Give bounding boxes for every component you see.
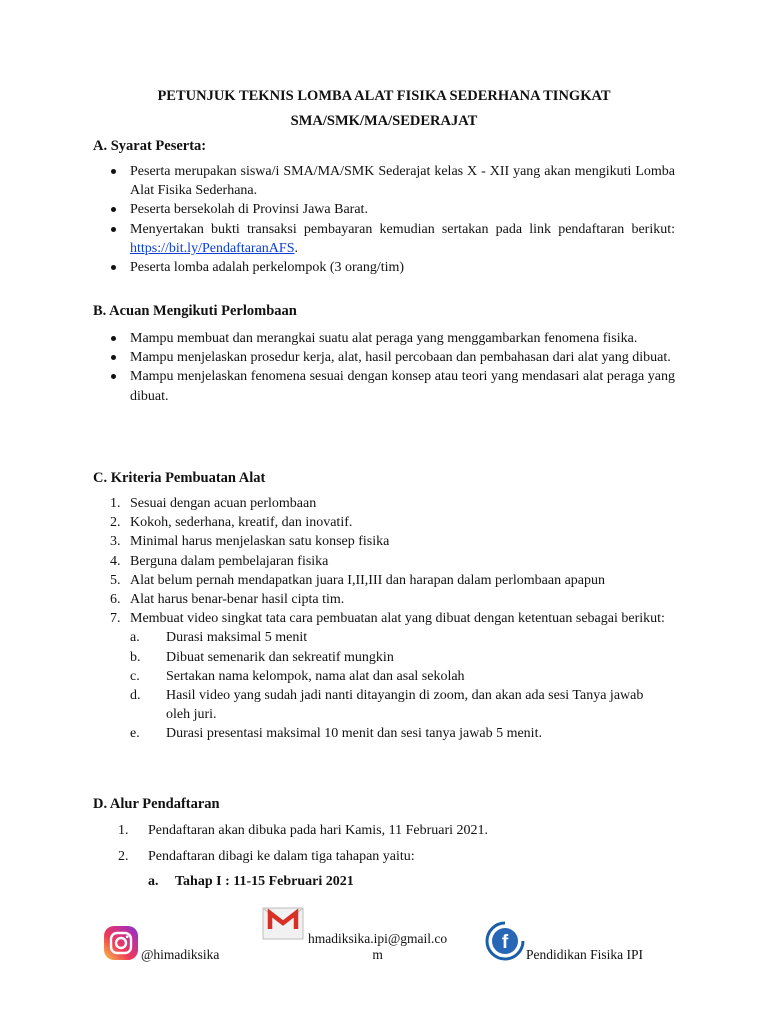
list-item: 7. Membuat video singkat tata cara pembuatan alat yang dibuat dengan ketentuan sebagai berikut: — [110, 611, 665, 627]
facebook-page: Pendidikan Fisika IPI — [526, 947, 643, 962]
list-item: 5. Alat belum pernah mendapatkan juara I,II,III dan harapan dalam perlombaan apapun — [110, 572, 606, 588]
list-item: a. Durasi maksimal 5 menit — [130, 630, 308, 646]
list-item: Peserta lomba adalah perkelompok (3 orang/tim) — [110, 258, 675, 277]
bullet-icon — [111, 374, 116, 379]
section-c-list — [110, 494, 675, 744]
page-title-line1: PETUNJUK TEKNIS LOMBA ALAT FISIKA SEDERHANA TINGKAT — [157, 88, 611, 104]
list-item: 2. Pendaftaran dibagi ke dalam tiga tahapan yaitu: — [118, 849, 415, 864]
list-item: e. Durasi presentasi maksimal 10 menit dan sesi tanya jawab 5 menit. — [130, 726, 542, 742]
stage-item: a. Tahap I : 11-15 Februari 2021 — [148, 874, 354, 889]
page-title-line2: SMA/SMK/MA/SEDERAJAT — [290, 113, 478, 129]
instagram-handle: @himadiksika — [141, 947, 220, 962]
list-item: 1. Sesuai dengan acuan perlombaan — [110, 496, 317, 511]
svg-text:f: f — [501, 932, 509, 953]
bullet-icon — [111, 207, 116, 212]
bullet-icon — [111, 265, 116, 270]
list-item: b. Dibuat semenarik dan sekreatif mungkin — [130, 649, 394, 665]
section-d-list — [118, 821, 678, 866]
list-item: 1. Pendaftaran akan dibuka pada hari Kamis, 11 Februari 2021. — [118, 823, 489, 838]
list-item: Peserta bersekolah di Provinsi Jawa Barat. — [110, 200, 675, 219]
list-item: 6. Alat harus benar-benar hasil cipta tim. — [110, 592, 345, 608]
bullet-icon — [111, 227, 116, 232]
registration-link[interactable]: https://bit.ly/PendaftaranAFS — [130, 240, 295, 256]
list-item: c. Sertakan nama kelompok, nama alat dan asal sekolah — [130, 668, 465, 684]
list-item: Menyertakan bukti transaksi pembayaran kemudian sertakan pada link pendaftaran berikut: https://bit.ly/PendaftaranAFS. — [110, 220, 675, 258]
section-c-heading: C. Kriteria Pembuatan Alat — [93, 470, 266, 486]
list-item: d. Hasil video yang sudah jadi nanti ditayangin di zoom, dan akan ada sesi Tanya jawab oleh juri. — [130, 688, 644, 723]
facebook-icon[interactable] — [484, 920, 526, 962]
bullet-icon — [111, 169, 116, 174]
list-item: Mampu menjelaskan fenomena sesuai dengan konsep atau teori yang mendasari alat peraga yang dibuat. — [110, 367, 675, 405]
instagram-icon[interactable] — [103, 925, 139, 961]
gmail-icon[interactable] — [262, 905, 304, 941]
email-address: hmadiksika.ipi@gmail.co m — [308, 931, 448, 962]
bullet-icon — [111, 355, 116, 360]
section-b-heading: B. Acuan Mengikuti Perlombaan — [93, 303, 297, 319]
list-item: Mampu membuat dan merangkai suatu alat peraga yang menggambarkan fenomena fisika. — [110, 329, 675, 348]
list-item: Mampu menjelaskan prosedur kerja, alat, hasil percobaan dan pembahasan dari alat yang dibuat. — [110, 348, 675, 367]
list-item: Peserta merupakan siswa/i SMA/MA/SMK Sederajat kelas X - XII yang akan mengikuti Lomba Alat Fisika Sederhana. — [110, 162, 675, 200]
section-a-list — [110, 162, 675, 277]
list-item: 3. Minimal harus menjelaskan satu konsep fisika — [110, 534, 390, 550]
section-b-list — [110, 329, 675, 406]
list-item: 2. Kokoh, sederhana, kreatif, dan inovatif. — [110, 515, 353, 531]
section-d-heading: D. Alur Pendaftaran — [93, 796, 220, 812]
section-a-heading: A. Syarat Peserta: — [93, 138, 207, 154]
bullet-icon — [111, 336, 116, 341]
list-item: 4. Berguna dalam pembelajaran fisika — [110, 553, 329, 569]
